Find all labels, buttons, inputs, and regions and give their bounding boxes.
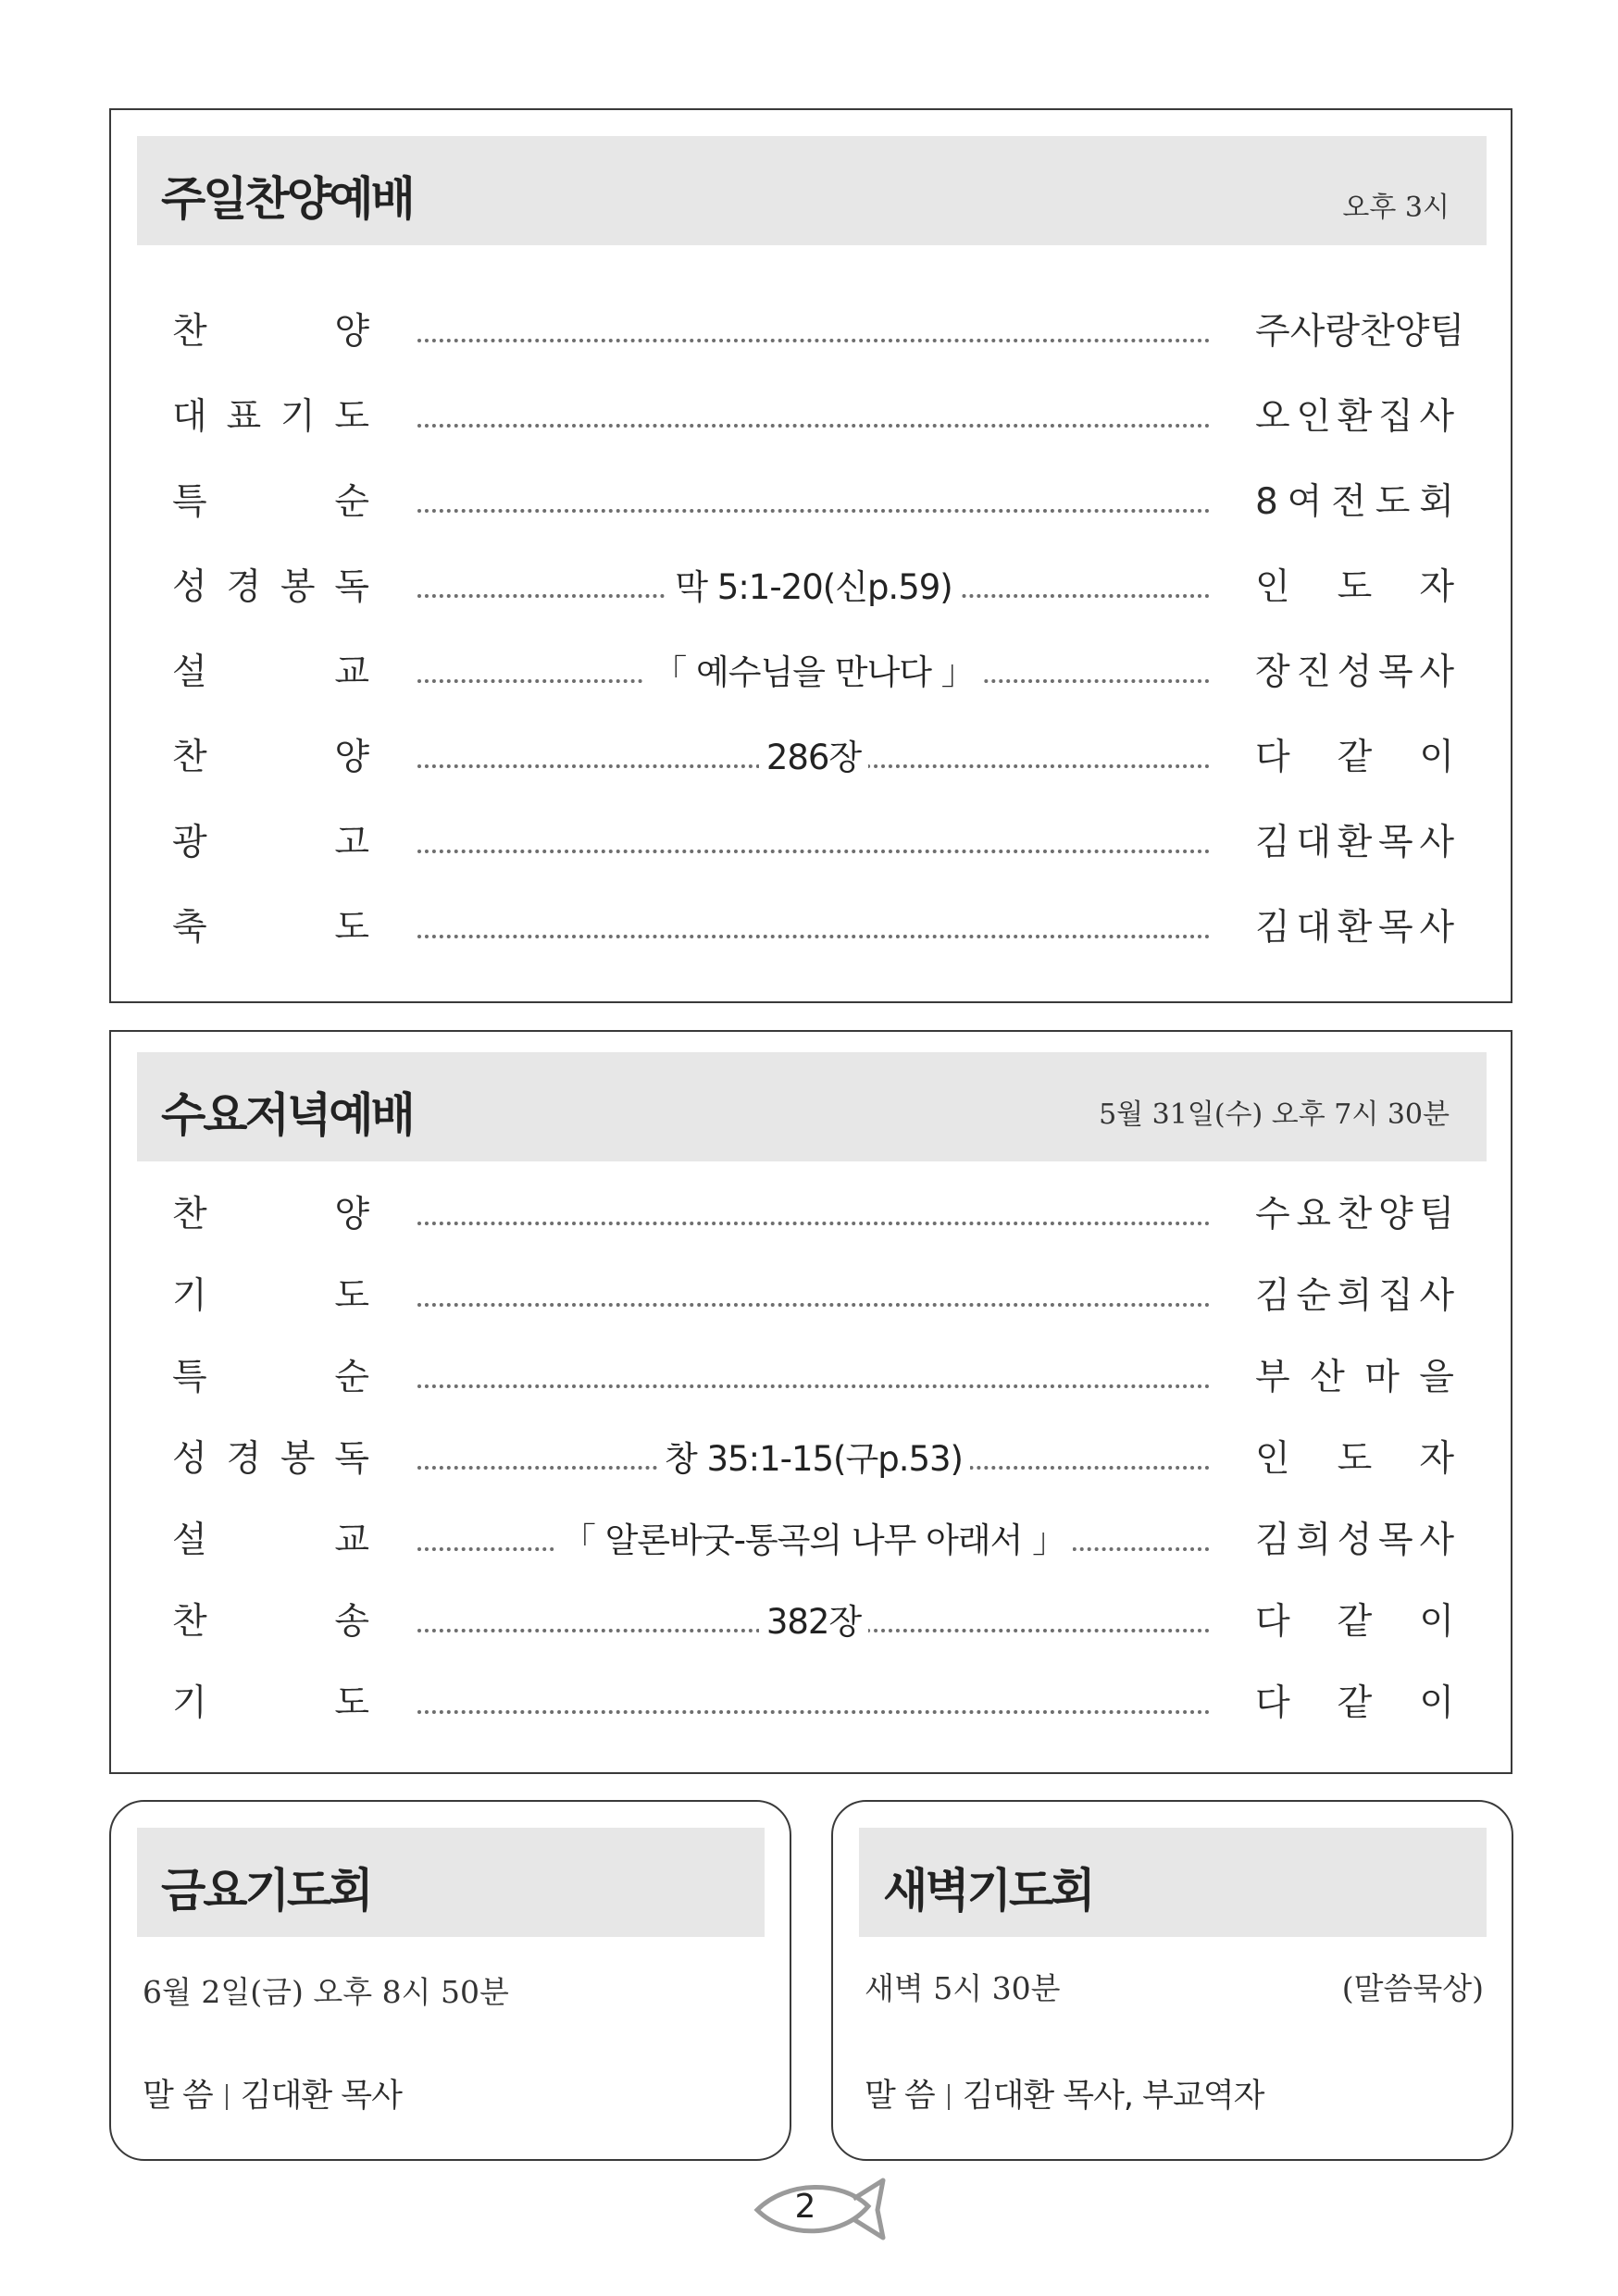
- dotted-leader: [417, 509, 1210, 513]
- friday-sermon-label: 말 씀: [143, 2078, 213, 2115]
- program-person: 김 대 환 목 사: [1255, 822, 1454, 863]
- program-person: 김 대 환 목 사: [1255, 907, 1454, 949]
- program-label: 성 경 봉 독: [172, 566, 369, 608]
- dawn-prayer-sermon: [865, 2070, 1263, 2116]
- program-label: 기 도: [172, 1275, 369, 1317]
- program-label: 축 도: [172, 907, 369, 949]
- friday-prayer-banner: [137, 1828, 765, 1937]
- dawn-prayer-title: 새벽기도회: [883, 1864, 1093, 1917]
- separator-bar: [226, 2084, 228, 2110]
- dotted-leader: [417, 1710, 1210, 1714]
- program-detail: [417, 1432, 1210, 1494]
- dawn-sermon-label: 말 씀: [865, 2078, 935, 2115]
- sunday-service-time: 오후 3시: [1342, 192, 1450, 224]
- program-row: [172, 1269, 1459, 1324]
- program-row: [172, 1595, 1459, 1650]
- program-person: 주 사 랑 찬 양 팀: [1255, 311, 1465, 353]
- dotted-leader: [417, 850, 1210, 853]
- sunday-service-box: [109, 108, 1512, 1003]
- program-row: [172, 475, 1459, 530]
- dawn-prayer-banner: [859, 1828, 1487, 1937]
- program-detail: [417, 560, 1210, 622]
- program-row: [172, 560, 1459, 615]
- program-label: 특 순: [172, 1357, 369, 1398]
- program-detail: [417, 1595, 1210, 1657]
- program-label: 찬 송: [172, 1601, 369, 1643]
- dotted-leader: [417, 339, 1210, 342]
- program-row: [172, 1513, 1459, 1569]
- program-detail-text: 「 예수님을 만나다 」: [645, 652, 981, 692]
- friday-prayer-time: 6월 2일(금) 오후 8시 50분: [143, 1974, 509, 2010]
- program-row: [172, 815, 1459, 871]
- program-label: 기 도: [172, 1682, 369, 1724]
- dawn-preacher: 김대환 목사, 부교역자: [962, 2078, 1264, 2115]
- page-number: 2: [794, 2188, 816, 2226]
- program-row: [172, 645, 1459, 701]
- dotted-leader: [417, 935, 1210, 938]
- program-detail-text: 창 35:1-15(구p.53): [657, 1439, 970, 1479]
- program-label: 특 순: [172, 481, 369, 523]
- program-person: 다 같 이: [1255, 737, 1454, 778]
- dotted-leader: [417, 1384, 1210, 1388]
- program-row: [172, 1187, 1459, 1243]
- program-person: 김 순 희 집 사: [1255, 1275, 1454, 1317]
- program-label: 찬 양: [172, 1194, 369, 1235]
- program-row: [172, 390, 1459, 445]
- program-person: 8 여 전 도 회: [1255, 481, 1454, 523]
- wednesday-service-title: 수요저녁예배: [161, 1088, 413, 1142]
- dawn-prayer-note: (말씀묵상): [1341, 1970, 1484, 2006]
- dawn-prayer-box: [831, 1800, 1513, 2161]
- program-detail: [417, 730, 1210, 792]
- program-detail-text: 막 5:1-20(신p.59): [667, 567, 959, 607]
- program-row: [172, 730, 1459, 786]
- program-label: 찬 양: [172, 311, 369, 353]
- program-person: 인 도 자: [1255, 566, 1454, 608]
- program-label: 대 표 기 도: [172, 396, 369, 438]
- program-person: 오 인 환 집 사: [1255, 396, 1454, 438]
- program-person: 김 희 성 목 사: [1255, 1520, 1454, 1561]
- dotted-leader: [417, 424, 1210, 428]
- dotted-leader: [417, 1222, 1210, 1225]
- program-label: 설 교: [172, 652, 369, 693]
- sunday-service-banner: [137, 136, 1487, 245]
- program-row: [172, 304, 1465, 360]
- program-detail-text: 382장: [759, 1602, 868, 1642]
- friday-prayer-sermon: [143, 2070, 402, 2116]
- separator-bar: [948, 2084, 950, 2110]
- program-row: [172, 1350, 1459, 1406]
- dawn-prayer-time: 새벽 5시 30분: [865, 1970, 1061, 2006]
- program-detail-text: 286장: [759, 738, 868, 777]
- program-label: 성 경 봉 독: [172, 1438, 369, 1480]
- program-person: 인 도 자: [1255, 1438, 1454, 1480]
- dotted-leader: [417, 1303, 1210, 1307]
- wednesday-service-banner: [137, 1052, 1487, 1161]
- program-detail-text: 「 알론바굿-통곡의 나무 아래서 」: [554, 1520, 1073, 1560]
- program-detail: [417, 1513, 1210, 1575]
- program-label: 설 교: [172, 1520, 369, 1561]
- program-row: [172, 900, 1459, 956]
- program-label: 광 고: [172, 822, 369, 863]
- program-person: 수 요 찬 양 팀: [1255, 1194, 1454, 1235]
- program-row: [172, 1432, 1459, 1487]
- page-number-area: [750, 2173, 889, 2247]
- program-detail: [417, 645, 1210, 707]
- friday-prayer-title: 금요기도회: [161, 1864, 371, 1917]
- wednesday-service-box: [109, 1030, 1512, 1774]
- program-person: 다 같 이: [1255, 1682, 1454, 1724]
- friday-prayer-box: [109, 1800, 791, 2161]
- program-label: 찬 양: [172, 737, 369, 778]
- program-person: 부 산 마 을: [1255, 1357, 1454, 1398]
- sunday-service-title: 주일찬양예배: [161, 172, 413, 226]
- program-row: [172, 1676, 1459, 1731]
- friday-preacher: 김대환 목사: [240, 2078, 402, 2115]
- wednesday-service-time: 5월 31일(수) 오후 7시 30분: [1099, 1098, 1450, 1131]
- program-person: 다 같 이: [1255, 1601, 1454, 1643]
- program-person: 장 진 성 목 사: [1255, 652, 1454, 693]
